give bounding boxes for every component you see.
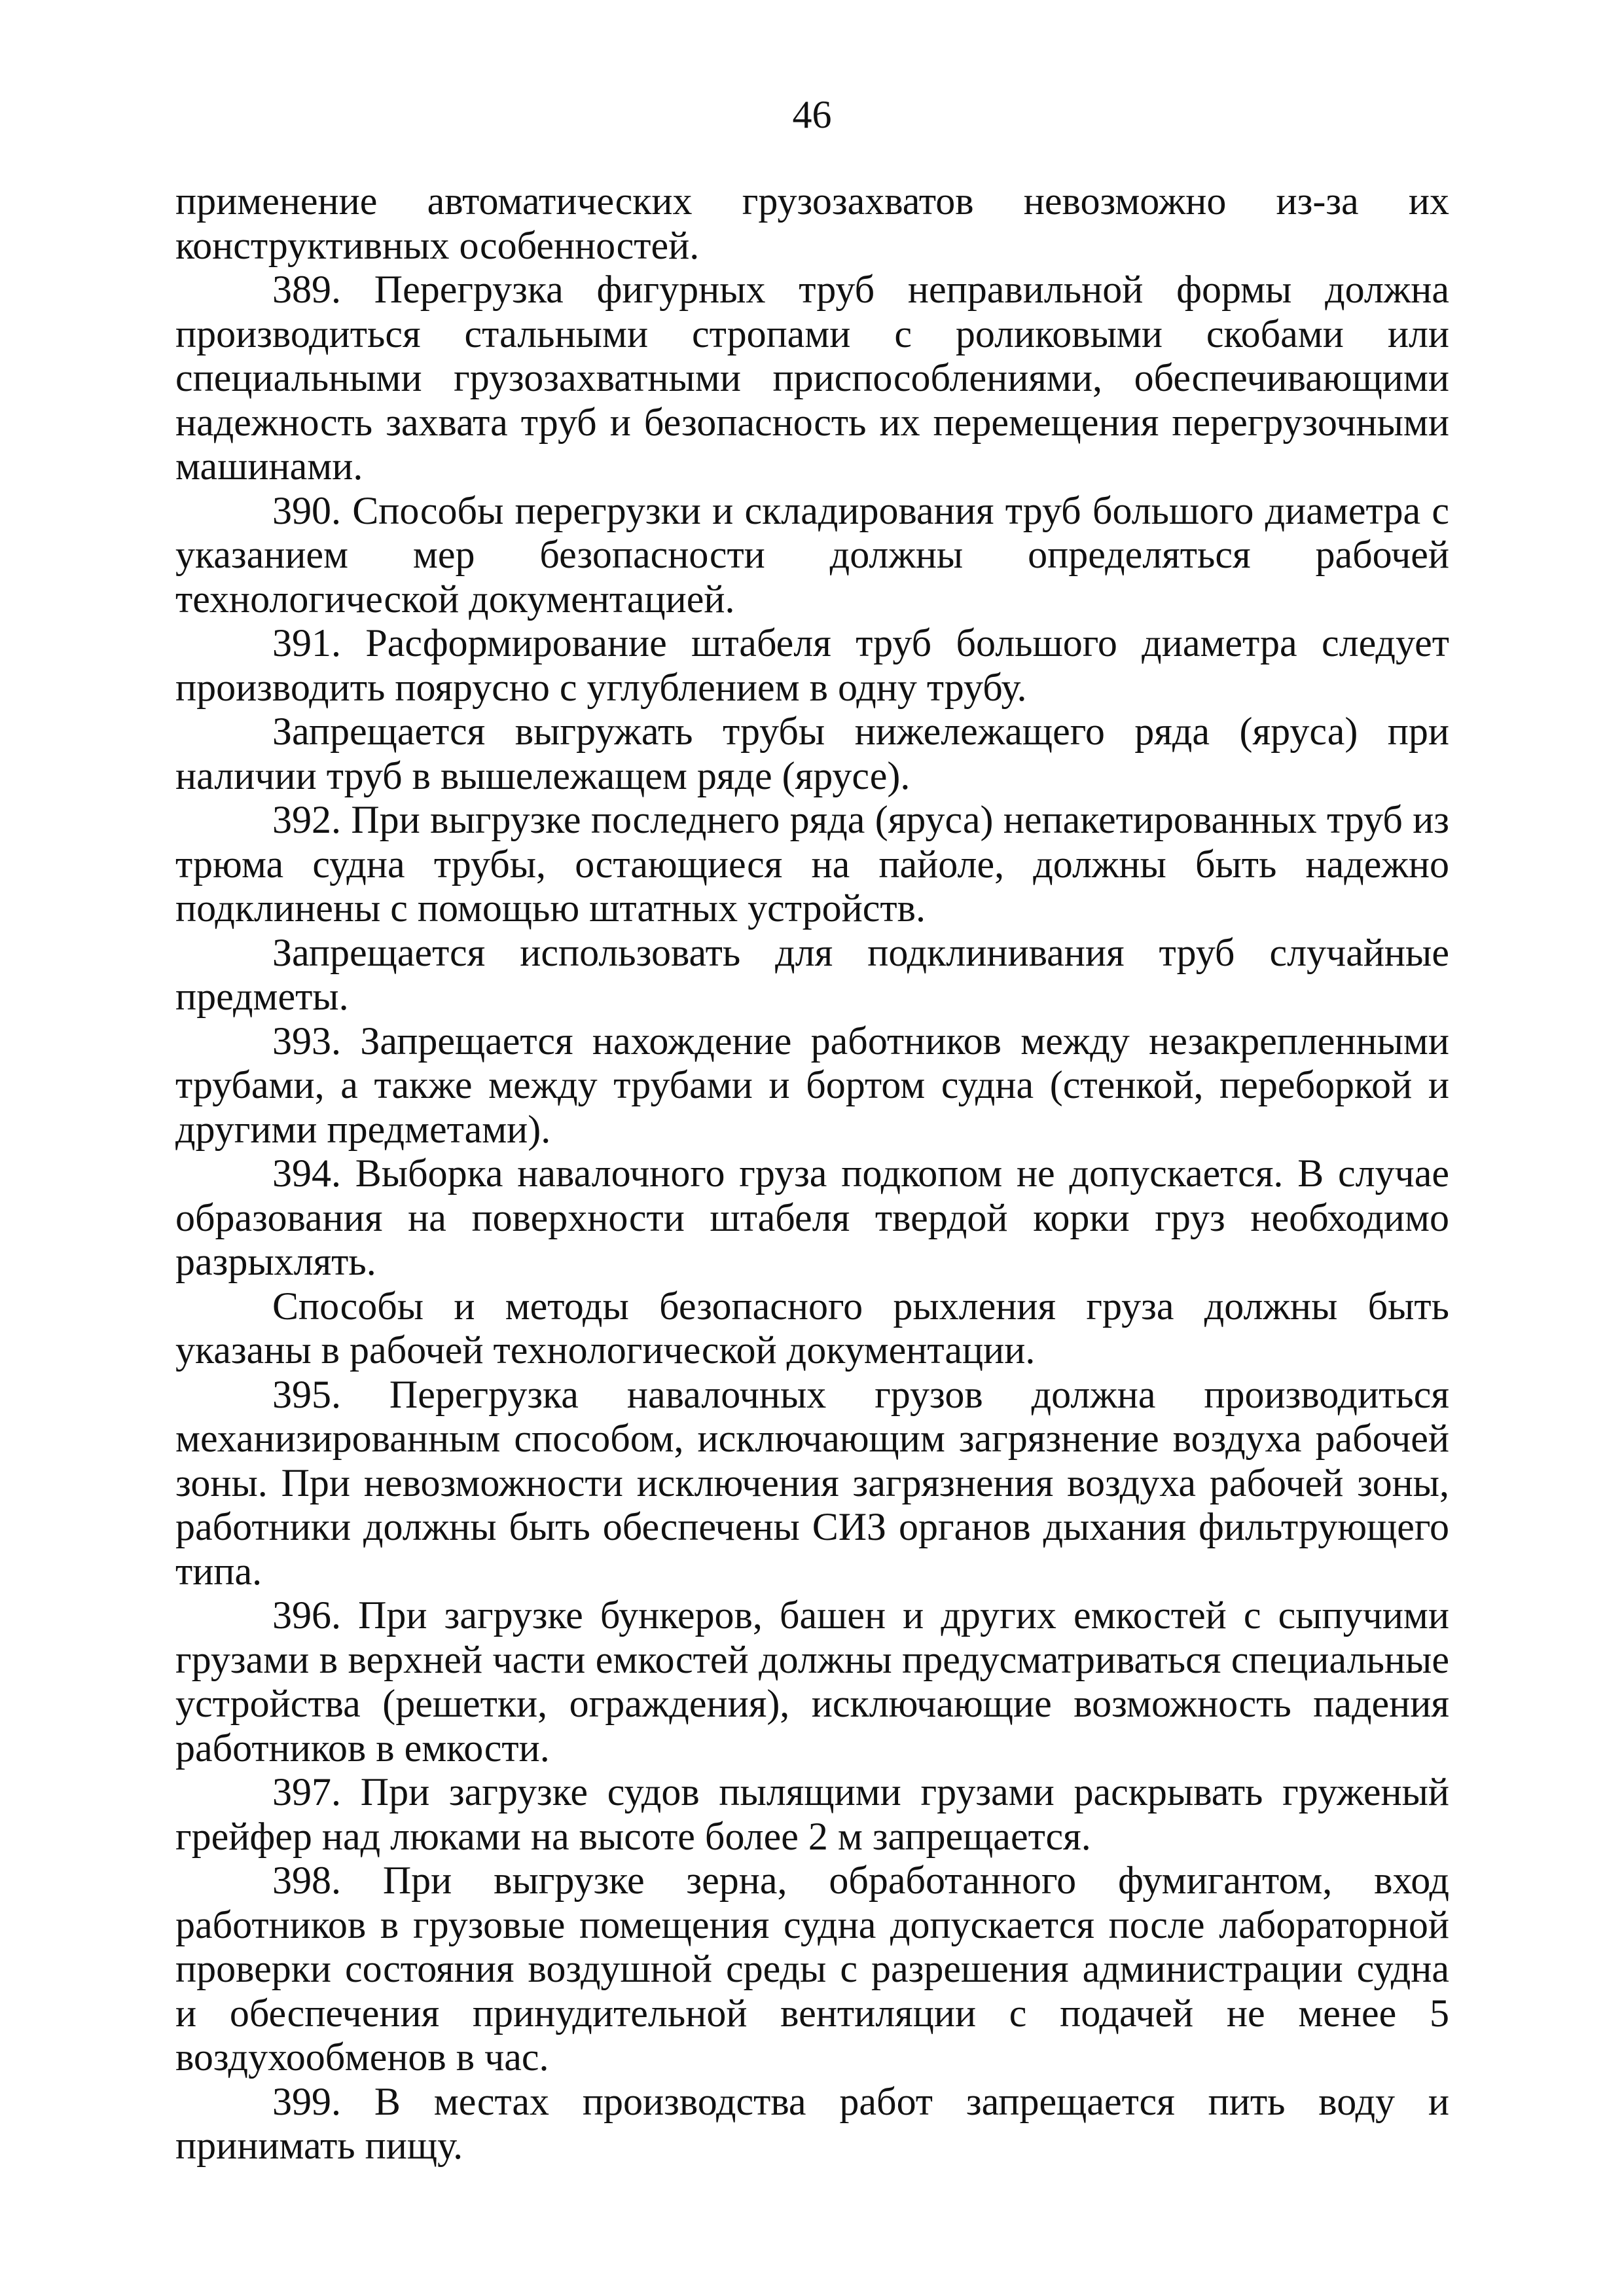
paragraph-394: 394. Выборка навалочного груза подкопом не допускается. В случае образования на поверхности штабеля твердой корки груз необходимо разрыхлять. <box>175 1152 1449 1283</box>
paragraph-394-methods: Способы и методы безопасного рыхления груза должны быть указаны в рабочей технологической документации. <box>175 1284 1449 1372</box>
paragraph-395: 395. Перегрузка навалочных грузов должна производиться механизированным способом, исключающим загрязнение воздуха рабочей зоны. При невозможности исключения загрязнения воздуха рабочей зоны, работники должны быть обеспечены СИЗ органов дыхания фильтрующего типа. <box>175 1372 1449 1593</box>
paragraph-392: 392. При выгрузке последнего ряда (яруса) непакетированных труб из трюма судна трубы, остающиеся на пайоле, должны быть надежно подклинены с помощью штатных устройств. <box>175 798 1449 930</box>
paragraph-392-prohibition: Запрещается использовать для подклинивания труб случайные предметы. <box>175 930 1449 1018</box>
paragraph-398: 398. При выгрузке зерна, обработанного фумигантом, вход работников в грузовые помещения судна допускается после лабораторной проверки состояния воздушной среды с разрешения администрации судна и обеспечения принудительной вентиляции с подачей не менее 5 воздухообменов в час. <box>175 1859 1449 2079</box>
paragraph-393: 393. Запрещается нахождение работников между незакрепленными трубами, а также между трубами и бортом судна (стенкой, переборкой и другими предметами). <box>175 1019 1449 1151</box>
paragraph-continuation: применение автоматических грузозахватов невозможно из-за их конструктивных особенностей. <box>175 179 1449 267</box>
paragraph-391: 391. Расформирование штабеля труб большого диаметра следует производить поярусно с углублением в одну трубу. <box>175 621 1449 709</box>
page-number: 46 <box>792 93 832 136</box>
paragraph-396: 396. При загрузке бункеров, башен и других емкостей с сыпучими грузами в верхней части емкостей должны предусматриваться специальные устройства (решетки, ограждения), исключающие возможность падения работников в емкости. <box>175 1594 1449 1770</box>
paragraph-390: 390. Способы перегрузки и складирования труб большого диаметра с указанием мер безопасности должны определяться рабочей технологической документацией. <box>175 488 1449 621</box>
document-body <box>175 179 1449 2168</box>
paragraph-397: 397. При загрузке судов пылящими грузами раскрывать груженый грейфер над люками на высоте более 2 м запрещается. <box>175 1770 1449 1858</box>
paragraph-399: 399. В местах производства работ запрещается пить воду и принимать пищу. <box>175 2079 1449 2167</box>
paragraph-391-prohibition: Запрещается выгружать трубы нижележащего ряда (яруса) при наличии труб в вышележащем ряде (ярусе). <box>175 710 1449 797</box>
paragraph-389: 389. Перегрузка фигурных труб неправильной формы должна производиться стальными стропами с роликовыми скобами или специальными грузозахватными приспособлениями, обеспечивающими надежность захвата труб и безопасность их перемещения перегрузочными машинами. <box>175 268 1449 488</box>
